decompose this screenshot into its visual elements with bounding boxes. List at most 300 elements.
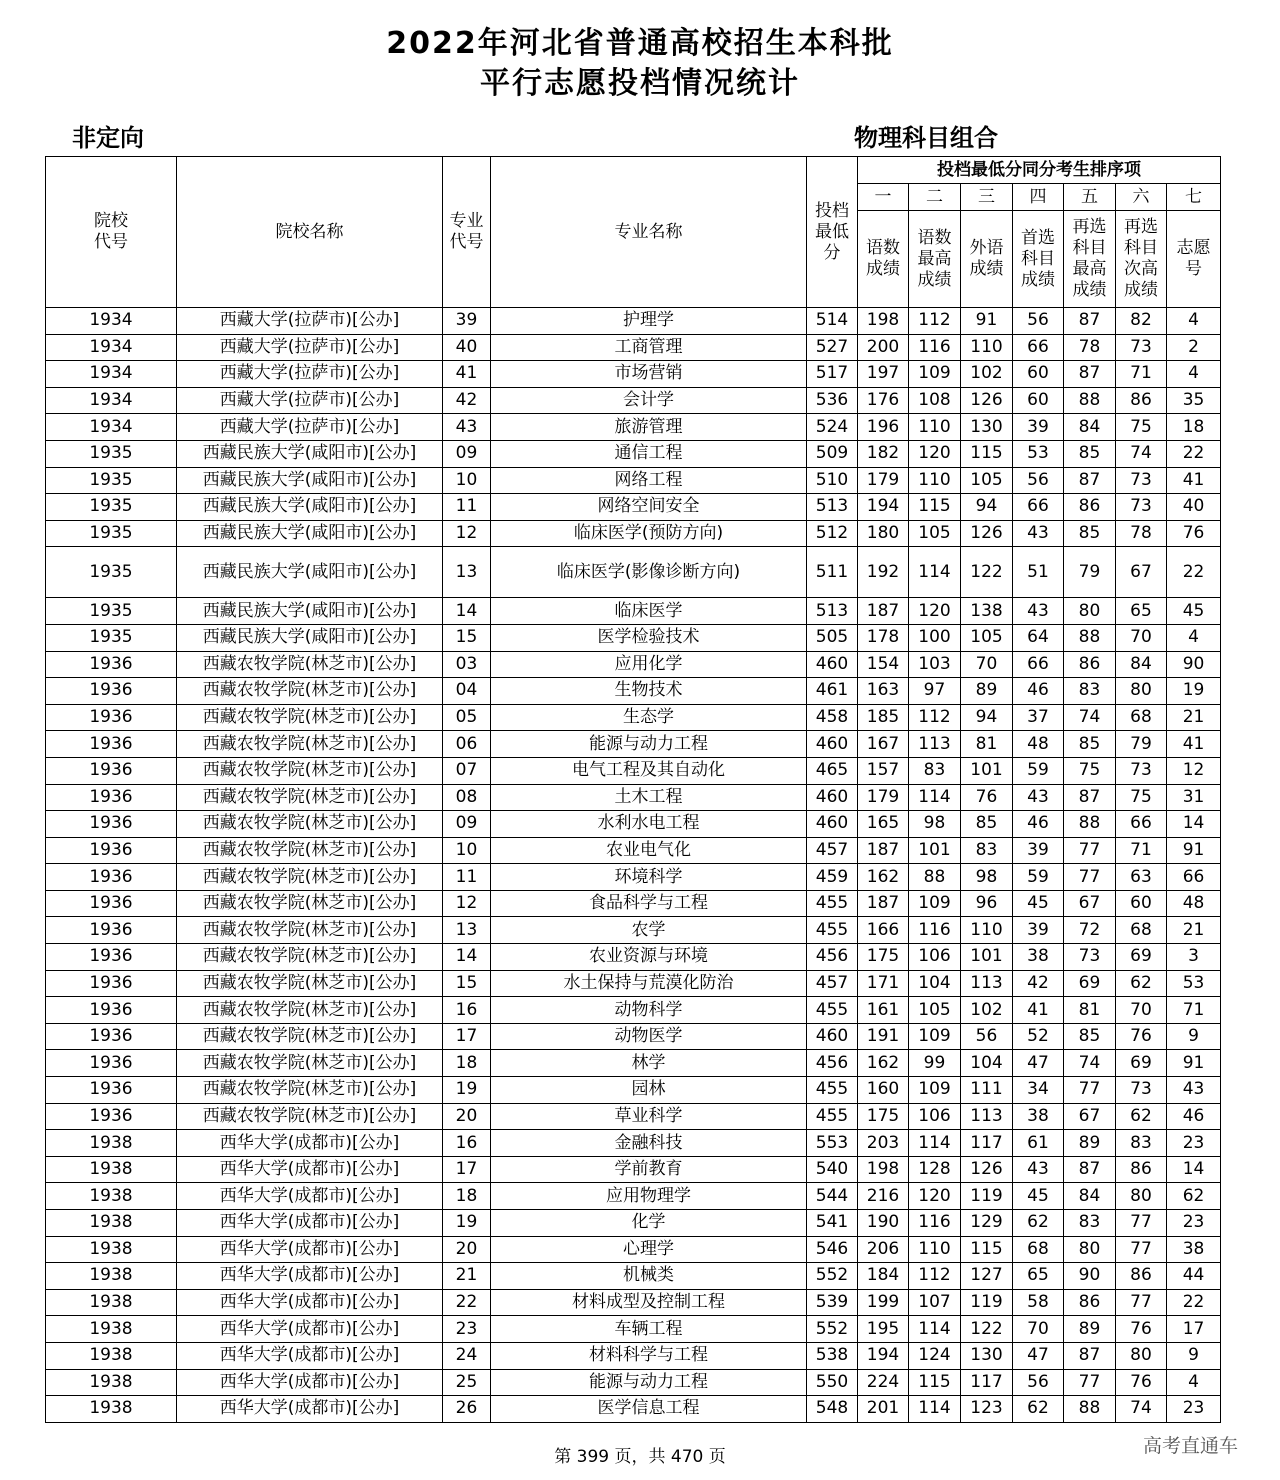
- cell-choice-no: 4: [1167, 361, 1221, 388]
- cell-major-code: 03: [443, 651, 491, 678]
- cell-resel-max: 84: [1064, 1183, 1116, 1210]
- table-row: [46, 917, 1221, 944]
- cell-yushu-score: 194: [858, 494, 909, 521]
- cell-major-code: 15: [443, 624, 491, 651]
- cell-major-name: 林学: [491, 1050, 807, 1077]
- cell-major-code: 41: [443, 361, 491, 388]
- header-sub: 再选科目最高成绩: [1064, 211, 1116, 308]
- cell-foreign-lang: 111: [961, 1077, 1013, 1104]
- cell-choice-no: 23: [1167, 1210, 1221, 1237]
- cell-first-subject: 43: [1013, 598, 1064, 625]
- cell-school-code: 1934: [46, 414, 177, 441]
- cell-yushu-score: 203: [858, 1130, 909, 1157]
- cell-choice-no: 91: [1167, 837, 1221, 864]
- cell-min-score: 455: [807, 917, 858, 944]
- page-subtitle: 平行志愿投档情况统计: [480, 66, 800, 101]
- cell-resel-max: 85: [1064, 520, 1116, 547]
- table-row: [46, 467, 1221, 494]
- cell-yushu-max: 110: [909, 1236, 961, 1263]
- cell-yushu-max: 114: [909, 547, 961, 598]
- cell-first-subject: 48: [1013, 731, 1064, 758]
- cell-foreign-lang: 76: [961, 784, 1013, 811]
- cell-major-code: 13: [443, 547, 491, 598]
- cell-major-name: 应用物理学: [491, 1183, 807, 1210]
- cell-major-code: 26: [443, 1396, 491, 1423]
- cell-foreign-lang: 126: [961, 387, 1013, 414]
- cell-min-score: 458: [807, 704, 858, 731]
- cell-major-name: 心理学: [491, 1236, 807, 1263]
- cell-resel-max: 67: [1064, 890, 1116, 917]
- cell-resel-max: 85: [1064, 1023, 1116, 1050]
- header-school-code: 院校代号: [46, 157, 177, 308]
- cell-school-code: 1935: [46, 520, 177, 547]
- cell-yushu-score: 163: [858, 678, 909, 705]
- cell-yushu-max: 97: [909, 678, 961, 705]
- cell-school-code: 1935: [46, 494, 177, 521]
- table-row: [46, 837, 1221, 864]
- table-row: [46, 1316, 1221, 1343]
- cell-min-score: 553: [807, 1130, 858, 1157]
- cell-yushu-max: 112: [909, 704, 961, 731]
- cell-major-code: 04: [443, 678, 491, 705]
- cell-foreign-lang: 105: [961, 624, 1013, 651]
- cell-min-score: 550: [807, 1369, 858, 1396]
- table-row: [46, 1369, 1221, 1396]
- cell-foreign-lang: 96: [961, 890, 1013, 917]
- cell-first-subject: 62: [1013, 1396, 1064, 1423]
- cell-major-code: 39: [443, 308, 491, 335]
- cell-foreign-lang: 117: [961, 1130, 1013, 1157]
- cell-first-subject: 61: [1013, 1130, 1064, 1157]
- cell-major-name: 学前教育: [491, 1156, 807, 1183]
- cell-major-name: 工商管理: [491, 334, 807, 361]
- cell-foreign-lang: 101: [961, 944, 1013, 971]
- table-row: [46, 864, 1221, 891]
- cell-school-name: 西藏农牧学院(林芝市)[公办]: [177, 811, 443, 838]
- table-row: [46, 308, 1221, 335]
- cell-choice-no: 41: [1167, 731, 1221, 758]
- table-row: [46, 811, 1221, 838]
- cell-major-name: 土木工程: [491, 784, 807, 811]
- cell-resel-max: 69: [1064, 970, 1116, 997]
- cell-first-subject: 42: [1013, 970, 1064, 997]
- cell-yushu-score: 216: [858, 1183, 909, 1210]
- cell-major-code: 16: [443, 997, 491, 1024]
- cell-yushu-max: 98: [909, 811, 961, 838]
- cell-first-subject: 47: [1013, 1342, 1064, 1369]
- cell-school-code: 1935: [46, 598, 177, 625]
- cell-school-name: 西华大学(成都市)[公办]: [177, 1316, 443, 1343]
- cell-major-name: 生物技术: [491, 678, 807, 705]
- cell-resel-second: 78: [1116, 520, 1167, 547]
- cell-major-code: 05: [443, 704, 491, 731]
- cell-foreign-lang: 89: [961, 678, 1013, 705]
- cell-choice-no: 19: [1167, 678, 1221, 705]
- cell-major-name: 水利水电工程: [491, 811, 807, 838]
- cell-school-code: 1936: [46, 917, 177, 944]
- cell-choice-no: 40: [1167, 494, 1221, 521]
- cell-major-code: 22: [443, 1289, 491, 1316]
- cell-school-name: 西华大学(成都市)[公办]: [177, 1130, 443, 1157]
- cell-major-code: 23: [443, 1316, 491, 1343]
- table-row: [46, 651, 1221, 678]
- cell-school-name: 西藏农牧学院(林芝市)[公办]: [177, 1023, 443, 1050]
- cell-major-code: 08: [443, 784, 491, 811]
- cell-first-subject: 56: [1013, 308, 1064, 335]
- cell-choice-no: 23: [1167, 1130, 1221, 1157]
- cell-major-code: 12: [443, 520, 491, 547]
- cell-choice-no: 53: [1167, 970, 1221, 997]
- cell-yushu-score: 224: [858, 1369, 909, 1396]
- cell-first-subject: 43: [1013, 784, 1064, 811]
- cell-resel-max: 73: [1064, 944, 1116, 971]
- cell-resel-second: 68: [1116, 917, 1167, 944]
- cell-school-name: 西藏大学(拉萨市)[公办]: [177, 361, 443, 388]
- cell-choice-no: 14: [1167, 811, 1221, 838]
- cell-major-code: 19: [443, 1210, 491, 1237]
- cell-major-name: 动物科学: [491, 997, 807, 1024]
- cell-choice-no: 17: [1167, 1316, 1221, 1343]
- cell-resel-max: 90: [1064, 1263, 1116, 1290]
- table-row: [46, 334, 1221, 361]
- cell-resel-max: 84: [1064, 414, 1116, 441]
- cell-min-score: 509: [807, 440, 858, 467]
- cell-resel-second: 71: [1116, 837, 1167, 864]
- subject-combination-label: 物理科目组合: [854, 124, 998, 152]
- cell-major-code: 18: [443, 1183, 491, 1210]
- cell-yushu-score: 178: [858, 624, 909, 651]
- cell-major-code: 11: [443, 864, 491, 891]
- cell-yushu-max: 116: [909, 334, 961, 361]
- cell-school-name: 西藏农牧学院(林芝市)[公办]: [177, 1077, 443, 1104]
- cell-choice-no: 90: [1167, 651, 1221, 678]
- cell-school-name: 西藏农牧学院(林芝市)[公办]: [177, 651, 443, 678]
- cell-school-code: 1936: [46, 864, 177, 891]
- cell-foreign-lang: 126: [961, 520, 1013, 547]
- cell-min-score: 460: [807, 1023, 858, 1050]
- cell-yushu-max: 109: [909, 890, 961, 917]
- cell-resel-second: 69: [1116, 944, 1167, 971]
- cell-yushu-max: 120: [909, 1183, 961, 1210]
- cell-first-subject: 38: [1013, 1103, 1064, 1130]
- cell-school-name: 西藏农牧学院(林芝市)[公办]: [177, 1050, 443, 1077]
- cell-choice-no: 41: [1167, 467, 1221, 494]
- cell-resel-max: 88: [1064, 1396, 1116, 1423]
- cell-first-subject: 39: [1013, 917, 1064, 944]
- cell-school-name: 西藏民族大学(咸阳市)[公办]: [177, 598, 443, 625]
- cell-min-score: 455: [807, 1103, 858, 1130]
- cell-major-name: 护理学: [491, 308, 807, 335]
- cell-resel-max: 83: [1064, 1210, 1116, 1237]
- cell-school-code: 1936: [46, 811, 177, 838]
- cell-major-name: 能源与动力工程: [491, 1369, 807, 1396]
- cell-min-score: 538: [807, 1342, 858, 1369]
- cell-resel-max: 87: [1064, 361, 1116, 388]
- table-row: [46, 1130, 1221, 1157]
- table-row: [46, 784, 1221, 811]
- cell-school-code: 1935: [46, 440, 177, 467]
- cell-major-name: 医学检验技术: [491, 624, 807, 651]
- cell-min-score: 510: [807, 467, 858, 494]
- cell-yushu-score: 187: [858, 837, 909, 864]
- table-row: [46, 997, 1221, 1024]
- table-row: [46, 1236, 1221, 1263]
- cell-first-subject: 43: [1013, 1156, 1064, 1183]
- cell-choice-no: 4: [1167, 624, 1221, 651]
- cell-yushu-max: 110: [909, 414, 961, 441]
- cell-school-name: 西藏农牧学院(林芝市)[公办]: [177, 784, 443, 811]
- cell-resel-max: 88: [1064, 387, 1116, 414]
- cell-school-name: 西藏农牧学院(林芝市)[公办]: [177, 864, 443, 891]
- cell-yushu-score: 191: [858, 1023, 909, 1050]
- cell-min-score: 455: [807, 1077, 858, 1104]
- cell-resel-second: 76: [1116, 1316, 1167, 1343]
- cell-major-code: 20: [443, 1236, 491, 1263]
- page-title: 2022年河北省普通高校招生本科批: [386, 26, 894, 61]
- table-row: [46, 1023, 1221, 1050]
- cell-resel-max: 77: [1064, 1369, 1116, 1396]
- cell-school-code: 1934: [46, 387, 177, 414]
- header-school-name: 院校名称: [177, 157, 443, 308]
- cell-yushu-max: 113: [909, 731, 961, 758]
- cell-yushu-score: 160: [858, 1077, 909, 1104]
- cell-min-score: 541: [807, 1210, 858, 1237]
- cell-resel-max: 75: [1064, 757, 1116, 784]
- cell-school-code: 1938: [46, 1396, 177, 1423]
- cell-yushu-score: 180: [858, 520, 909, 547]
- cell-major-name: 临床医学(影像诊断方向): [491, 547, 807, 598]
- cell-min-score: 505: [807, 624, 858, 651]
- cell-school-name: 西藏农牧学院(林芝市)[公办]: [177, 944, 443, 971]
- cell-resel-max: 80: [1064, 1236, 1116, 1263]
- cell-yushu-score: 165: [858, 811, 909, 838]
- cell-major-name: 材料科学与工程: [491, 1342, 807, 1369]
- cell-major-code: 20: [443, 1103, 491, 1130]
- cell-school-code: 1938: [46, 1369, 177, 1396]
- table-row: [46, 731, 1221, 758]
- cell-yushu-score: 175: [858, 1103, 909, 1130]
- cell-school-code: 1936: [46, 837, 177, 864]
- cell-first-subject: 45: [1013, 890, 1064, 917]
- cell-choice-no: 45: [1167, 598, 1221, 625]
- cell-foreign-lang: 102: [961, 997, 1013, 1024]
- table-row: [46, 598, 1221, 625]
- cell-school-name: 西华大学(成都市)[公办]: [177, 1369, 443, 1396]
- cell-foreign-lang: 85: [961, 811, 1013, 838]
- cell-resel-max: 89: [1064, 1316, 1116, 1343]
- admission-table: [45, 156, 1221, 1423]
- cell-min-score: 540: [807, 1156, 858, 1183]
- cell-yushu-score: 190: [858, 1210, 909, 1237]
- cell-foreign-lang: 119: [961, 1183, 1013, 1210]
- cell-major-code: 10: [443, 467, 491, 494]
- cell-foreign-lang: 115: [961, 440, 1013, 467]
- cell-first-subject: 46: [1013, 678, 1064, 705]
- cell-choice-no: 18: [1167, 414, 1221, 441]
- cell-school-code: 1934: [46, 361, 177, 388]
- cell-choice-no: 2: [1167, 334, 1221, 361]
- cell-school-code: 1936: [46, 678, 177, 705]
- cell-first-subject: 53: [1013, 440, 1064, 467]
- table-row: [46, 414, 1221, 441]
- cell-resel-second: 62: [1116, 1103, 1167, 1130]
- table-row: [46, 1050, 1221, 1077]
- header-sub: 再选科目次高成绩: [1116, 211, 1167, 308]
- cell-major-name: 材料成型及控制工程: [491, 1289, 807, 1316]
- cell-school-code: 1936: [46, 1023, 177, 1050]
- cell-yushu-max: 104: [909, 970, 961, 997]
- cell-choice-no: 22: [1167, 440, 1221, 467]
- cell-foreign-lang: 91: [961, 308, 1013, 335]
- cell-first-subject: 62: [1013, 1210, 1064, 1237]
- cell-first-subject: 37: [1013, 704, 1064, 731]
- cell-major-name: 草业科学: [491, 1103, 807, 1130]
- cell-resel-max: 81: [1064, 997, 1116, 1024]
- header-num: 七: [1167, 184, 1221, 211]
- cell-resel-second: 75: [1116, 414, 1167, 441]
- cell-choice-no: 9: [1167, 1023, 1221, 1050]
- header-major-name: 专业名称: [491, 157, 807, 308]
- cell-resel-second: 62: [1116, 970, 1167, 997]
- table-row: [46, 1289, 1221, 1316]
- cell-first-subject: 60: [1013, 387, 1064, 414]
- cell-first-subject: 65: [1013, 1263, 1064, 1290]
- cell-foreign-lang: 94: [961, 704, 1013, 731]
- cell-min-score: 517: [807, 361, 858, 388]
- cell-first-subject: 51: [1013, 547, 1064, 598]
- cell-yushu-score: 182: [858, 440, 909, 467]
- cell-school-name: 西藏大学(拉萨市)[公办]: [177, 414, 443, 441]
- cell-first-subject: 64: [1013, 624, 1064, 651]
- watermark: 高考直通车: [1143, 1435, 1239, 1457]
- cell-resel-second: 73: [1116, 467, 1167, 494]
- cell-yushu-max: 106: [909, 944, 961, 971]
- cell-min-score: 524: [807, 414, 858, 441]
- cell-resel-second: 77: [1116, 1289, 1167, 1316]
- cell-resel-second: 63: [1116, 864, 1167, 891]
- cell-yushu-max: 83: [909, 757, 961, 784]
- cell-choice-no: 9: [1167, 1342, 1221, 1369]
- cell-school-code: 1938: [46, 1342, 177, 1369]
- cell-min-score: 548: [807, 1396, 858, 1423]
- cell-resel-second: 86: [1116, 1156, 1167, 1183]
- cell-resel-second: 76: [1116, 1023, 1167, 1050]
- cell-major-name: 动物医学: [491, 1023, 807, 1050]
- cell-choice-no: 21: [1167, 917, 1221, 944]
- cell-min-score: 455: [807, 890, 858, 917]
- cell-yushu-max: 109: [909, 1023, 961, 1050]
- cell-school-code: 1938: [46, 1210, 177, 1237]
- cell-yushu-max: 115: [909, 494, 961, 521]
- page-footer: 第 399 页，共 470 页: [554, 1447, 726, 1467]
- cell-major-name: 车辆工程: [491, 1316, 807, 1343]
- cell-yushu-score: 179: [858, 467, 909, 494]
- cell-resel-second: 75: [1116, 784, 1167, 811]
- cell-school-name: 西藏农牧学院(林芝市)[公办]: [177, 731, 443, 758]
- table-row: [46, 1156, 1221, 1183]
- cell-school-name: 西藏民族大学(咸阳市)[公办]: [177, 624, 443, 651]
- header-num: 三: [961, 184, 1013, 211]
- cell-major-code: 24: [443, 1342, 491, 1369]
- cell-school-code: 1935: [46, 467, 177, 494]
- cell-yushu-score: 167: [858, 731, 909, 758]
- cell-school-code: 1938: [46, 1236, 177, 1263]
- cell-school-name: 西华大学(成都市)[公办]: [177, 1236, 443, 1263]
- cell-resel-max: 87: [1064, 784, 1116, 811]
- cell-resel-max: 87: [1064, 1342, 1116, 1369]
- cell-min-score: 460: [807, 811, 858, 838]
- cell-school-code: 1935: [46, 624, 177, 651]
- cell-choice-no: 76: [1167, 520, 1221, 547]
- cell-foreign-lang: 110: [961, 334, 1013, 361]
- header-sub: 语数最高成绩: [909, 211, 961, 308]
- cell-foreign-lang: 83: [961, 837, 1013, 864]
- cell-resel-max: 72: [1064, 917, 1116, 944]
- cell-resel-second: 77: [1116, 1210, 1167, 1237]
- cell-yushu-score: 162: [858, 1050, 909, 1077]
- category-label: 非定向: [72, 124, 144, 152]
- cell-foreign-lang: 113: [961, 970, 1013, 997]
- cell-yushu-score: 187: [858, 890, 909, 917]
- cell-yushu-max: 105: [909, 997, 961, 1024]
- cell-yushu-max: 105: [909, 520, 961, 547]
- cell-foreign-lang: 138: [961, 598, 1013, 625]
- cell-yushu-max: 103: [909, 651, 961, 678]
- cell-school-name: 西藏农牧学院(林芝市)[公办]: [177, 890, 443, 917]
- cell-yushu-max: 109: [909, 1077, 961, 1104]
- cell-major-code: 19: [443, 1077, 491, 1104]
- cell-school-code: 1938: [46, 1316, 177, 1343]
- cell-resel-max: 87: [1064, 308, 1116, 335]
- cell-school-name: 西华大学(成都市)[公办]: [177, 1396, 443, 1423]
- cell-yushu-score: 184: [858, 1263, 909, 1290]
- cell-major-code: 06: [443, 731, 491, 758]
- cell-resel-second: 71: [1116, 361, 1167, 388]
- cell-resel-max: 74: [1064, 704, 1116, 731]
- cell-resel-second: 74: [1116, 1396, 1167, 1423]
- cell-foreign-lang: 98: [961, 864, 1013, 891]
- cell-major-code: 43: [443, 414, 491, 441]
- cell-foreign-lang: 130: [961, 1342, 1013, 1369]
- cell-first-subject: 39: [1013, 414, 1064, 441]
- cell-yushu-max: 106: [909, 1103, 961, 1130]
- cell-choice-no: 4: [1167, 308, 1221, 335]
- header-num: 四: [1013, 184, 1064, 211]
- cell-school-code: 1938: [46, 1289, 177, 1316]
- cell-resel-max: 83: [1064, 678, 1116, 705]
- cell-major-code: 14: [443, 598, 491, 625]
- cell-yushu-max: 116: [909, 1210, 961, 1237]
- cell-yushu-max: 120: [909, 598, 961, 625]
- cell-major-name: 临床医学(预防方向): [491, 520, 807, 547]
- cell-min-score: 457: [807, 837, 858, 864]
- cell-first-subject: 59: [1013, 864, 1064, 891]
- cell-choice-no: 22: [1167, 1289, 1221, 1316]
- table-row: [46, 1263, 1221, 1290]
- cell-school-name: 西藏民族大学(咸阳市)[公办]: [177, 520, 443, 547]
- cell-foreign-lang: 117: [961, 1369, 1013, 1396]
- cell-first-subject: 45: [1013, 1183, 1064, 1210]
- cell-major-name: 能源与动力工程: [491, 731, 807, 758]
- cell-school-code: 1936: [46, 784, 177, 811]
- cell-foreign-lang: 122: [961, 1316, 1013, 1343]
- cell-resel-second: 80: [1116, 678, 1167, 705]
- cell-foreign-lang: 94: [961, 494, 1013, 521]
- cell-school-name: 西藏民族大学(咸阳市)[公办]: [177, 494, 443, 521]
- cell-school-code: 1936: [46, 970, 177, 997]
- cell-major-code: 11: [443, 494, 491, 521]
- cell-choice-no: 91: [1167, 1050, 1221, 1077]
